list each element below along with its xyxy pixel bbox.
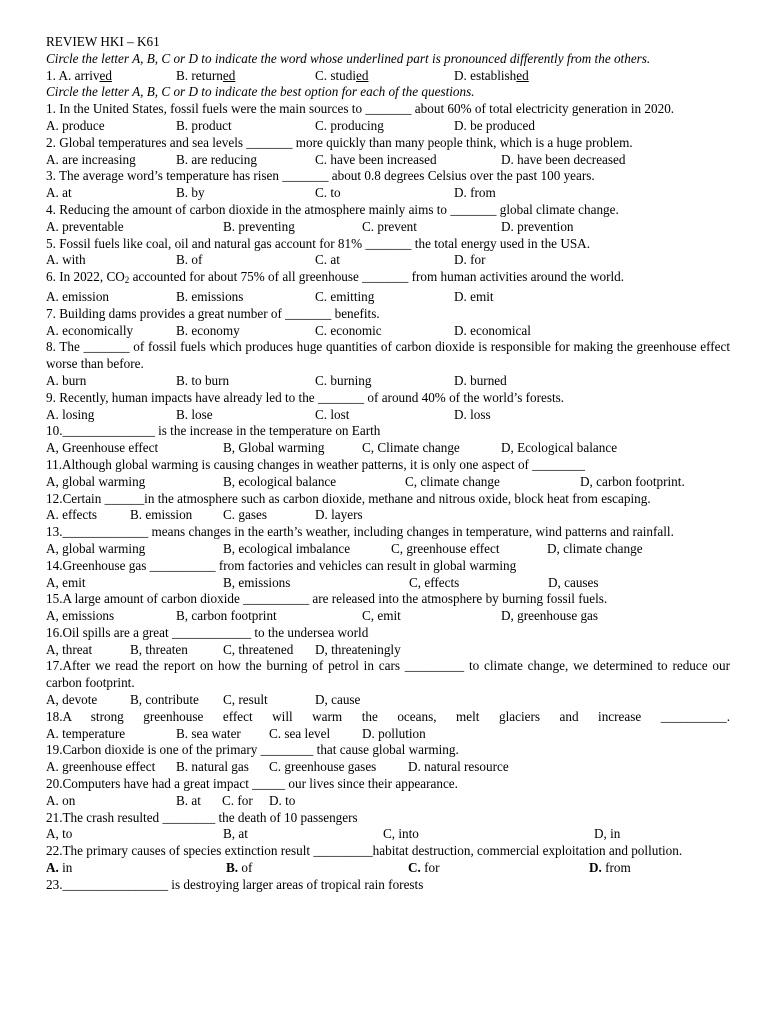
question-3: 3. The average word’s temperature has risen _______ about 0.8 degrees Celsius over the past 100 years. <box>46 168 595 184</box>
option-d: D. for <box>454 252 486 268</box>
question-21: 21.The crash resulted ________ the death of 10 passengers <box>46 809 358 825</box>
option-b: B, Global warming <box>223 440 325 456</box>
option-a: A. emission <box>46 288 110 304</box>
question-14-options <box>46 575 730 592</box>
option-b: B. to burn <box>176 372 230 388</box>
multiple-choice-instruction: Circle the letter A, B, C or D to indicate the best option for each of the questions. <box>46 84 475 100</box>
option-a: A, devote <box>46 692 98 708</box>
option-b: B. at <box>176 792 201 808</box>
option-c: C, result <box>223 692 268 708</box>
option-c: C. to <box>315 185 341 201</box>
option-c: C. gases <box>223 507 267 523</box>
question-1-options <box>46 118 730 135</box>
option-d: D. loss <box>454 406 491 422</box>
option-c: C. economic <box>315 322 382 338</box>
option-c: C. lost <box>315 406 350 422</box>
question-14: 14.Greenhouse gas __________ from factories and vehicles can result in global warming <box>46 557 517 573</box>
option-d: D. prevention <box>501 218 574 234</box>
option-a: A, to <box>46 826 73 842</box>
option-b: B. natural gas <box>176 759 249 775</box>
question-11-options <box>46 474 730 491</box>
option-c: C. have been increased <box>315 151 437 167</box>
option-a: A, emit <box>46 574 86 590</box>
option-a: A. on <box>46 792 76 808</box>
option-b: B, threaten <box>130 641 188 657</box>
option-a: A. temperature <box>46 725 126 741</box>
question-12-options <box>46 507 730 524</box>
option-d: D. natural resource <box>408 759 509 775</box>
question-17-options <box>46 692 730 709</box>
option-b: B. emissions <box>176 288 244 304</box>
option-b: B. sea water <box>176 725 241 741</box>
option-c: C. emitting <box>315 288 375 304</box>
option-b: B, ecological imbalance <box>223 540 351 556</box>
option-c: C, greenhouse effect <box>391 540 500 556</box>
option-d: D, carbon footprint. <box>580 473 685 489</box>
question-8: 8. The _______ of fossil fuels which produces huge quantities of carbon dioxide is responsible for making the greenhouse effect worse than before. <box>46 339 730 372</box>
question-9-options <box>46 407 730 424</box>
option-c: C. for <box>408 860 440 876</box>
option-a: A, global warming <box>46 473 146 489</box>
option-a: A, threat <box>46 641 93 657</box>
option-b: B. returned <box>176 67 236 83</box>
question-19-options <box>46 759 730 776</box>
question-4-options <box>46 219 730 236</box>
question-7-options <box>46 323 730 340</box>
option-b: B. economy <box>176 322 240 338</box>
question-3-options <box>46 185 730 202</box>
question-18: 18.A strong greenhouse effect will warm the oceans, melt glaciers and increase __________. <box>46 708 730 724</box>
option-d: D, threateningly <box>315 641 401 657</box>
option-b: B, emissions <box>223 574 291 590</box>
question-13-options <box>46 541 730 558</box>
option-a: A. are increasing <box>46 151 136 167</box>
option-d: D. from <box>589 860 631 876</box>
question-13: 13._____________ means changes in the earth’s weather, including changes in temperature, wind patterns and rainfall. <box>46 524 674 540</box>
question-18-options <box>46 726 730 743</box>
option-c: C. greenhouse gases <box>269 759 377 775</box>
option-c: C. producing <box>315 117 384 133</box>
option-b: B, ecological balance <box>223 473 337 489</box>
option-b: B. preventing <box>223 218 295 234</box>
option-b: B. are reducing <box>176 151 257 167</box>
question-9: 9. Recently, human impacts have already led to the _______ of around 40% of the world’s forests. <box>46 389 565 405</box>
question-15-options <box>46 608 730 625</box>
option-d: D, climate change <box>547 540 643 556</box>
option-c: C, threatened <box>223 641 294 657</box>
option-b: B, at <box>223 826 248 842</box>
question-2-options <box>46 152 730 169</box>
option-a: 1. A. arrived <box>46 67 112 83</box>
question-20-options <box>46 793 730 810</box>
question-23: 23.________________ is destroying larger areas of tropical rain forests <box>46 876 424 892</box>
option-c: C, emit <box>362 608 401 624</box>
question-5: 5. Fossil fuels like coal, oil and natural gas account for 81% _______ the total energy used in the USA. <box>46 235 590 251</box>
option-a: A. in <box>46 860 73 876</box>
question-22: 22.The primary causes of species extinction result _________habitat destruction, commercial exploitation and pollution. <box>46 843 683 859</box>
option-c: C. studied <box>315 67 369 83</box>
option-b: B. of <box>226 860 253 876</box>
pronunciation-instruction: Circle the letter A, B, C or D to indicate the word whose underlined part is pronounced differently from the others. <box>46 50 651 66</box>
option-b: B. emission <box>130 507 193 523</box>
option-b: B. of <box>176 252 203 268</box>
option-d: D. be produced <box>454 117 535 133</box>
option-c: C. at <box>315 252 340 268</box>
question-22-options <box>46 860 730 877</box>
question-1: 1. In the United States, fossil fuels were the main sources to _______ about 60% of total electricity generation in 2020. <box>46 101 675 117</box>
option-a: A, emissions <box>46 608 115 624</box>
option-d: D. to <box>269 792 296 808</box>
question-6: 6. In 2022, $CO_2$ accounted for about 75% of all greenhouse _______ from human activities around the world. <box>46 269 625 286</box>
option-d: D. pollution <box>362 725 426 741</box>
option-c: C, into <box>383 826 419 842</box>
option-c: C, effects <box>409 574 460 590</box>
option-c: C. burning <box>315 372 372 388</box>
option-a: A, Greenhouse effect <box>46 440 159 456</box>
option-a: A. effects <box>46 507 98 523</box>
option-a: A. greenhouse effect <box>46 759 156 775</box>
option-d: D. from <box>454 185 496 201</box>
option-a: A, global warming <box>46 540 146 556</box>
question-6-options <box>46 289 730 306</box>
question-11: 11.Although global warming is causing changes in weather patterns, it is only one aspect of ________ <box>46 456 585 472</box>
question-5-options <box>46 252 730 269</box>
option-d: D, Ecological balance <box>501 440 618 456</box>
question-4: 4. Reducing the amount of carbon dioxide in the atmosphere mainly aims to _______ global climate change. <box>46 201 619 217</box>
question-12: 12.Certain ______in the atmosphere such as carbon dioxide, methane and nitrous oxide, block heat from escaping. <box>46 490 651 506</box>
option-b: B, carbon footprint <box>176 608 277 624</box>
option-c: C. sea level <box>269 725 331 741</box>
question-10-options <box>46 440 730 457</box>
question-7: 7. Building dams provides a great number of _______ benefits. <box>46 305 380 321</box>
option-c: C, Climate change <box>362 440 460 456</box>
question-20: 20.Computers have had a great impact _____ our lives since their appearance. <box>46 776 458 792</box>
question-2: 2. Global temperatures and sea levels _______ more quickly than many people think, which is a huge problem. <box>46 134 633 150</box>
option-c: C. for <box>222 792 253 808</box>
question-16-options <box>46 642 730 659</box>
option-d: D, in <box>594 826 621 842</box>
option-d: D, greenhouse gas <box>501 608 599 624</box>
option-c: C, climate change <box>405 473 500 489</box>
option-a: A. at <box>46 185 72 201</box>
option-d: D, causes <box>548 574 599 590</box>
option-d: D. have been decreased <box>501 151 626 167</box>
option-c: C. prevent <box>362 218 417 234</box>
option-d: D. economical <box>454 322 531 338</box>
question-21-options <box>46 826 730 843</box>
option-a: A. economically <box>46 322 134 338</box>
document-title: REVIEW HKI – K61 <box>46 34 160 49</box>
option-b: B, contribute <box>130 692 199 708</box>
question-16: 16.Oil spills are a great ____________ to the undersea world <box>46 624 369 640</box>
option-d: D. burned <box>454 372 507 388</box>
option-d: D. layers <box>315 507 363 523</box>
question-10: 10.______________ is the increase in the temperature on Earth <box>46 423 381 439</box>
pronunciation-question-1 <box>46 68 730 85</box>
question-8-options <box>46 373 730 390</box>
option-b: B. by <box>176 185 205 201</box>
option-b: B. product <box>176 117 232 133</box>
option-b: B. lose <box>176 406 213 422</box>
question-19: 19.Carbon dioxide is one of the primary ________ that cause global warming. <box>46 742 459 758</box>
option-d: D, cause <box>315 692 361 708</box>
option-d: D. established <box>454 67 529 83</box>
option-a: A. losing <box>46 406 95 422</box>
option-d: D. emit <box>454 288 494 304</box>
option-a: A. preventable <box>46 218 124 234</box>
option-a: A. burn <box>46 372 87 388</box>
question-15: 15.A large amount of carbon dioxide __________ are released into the atmosphere by burning fossil fuels. <box>46 591 608 607</box>
option-a: A. with <box>46 252 86 268</box>
question-17: 17.After we read the report on how the burning of petrol in cars _________ to climate change, we determined to reduce our carbon footprint. <box>46 658 730 691</box>
option-a: A. produce <box>46 117 105 133</box>
